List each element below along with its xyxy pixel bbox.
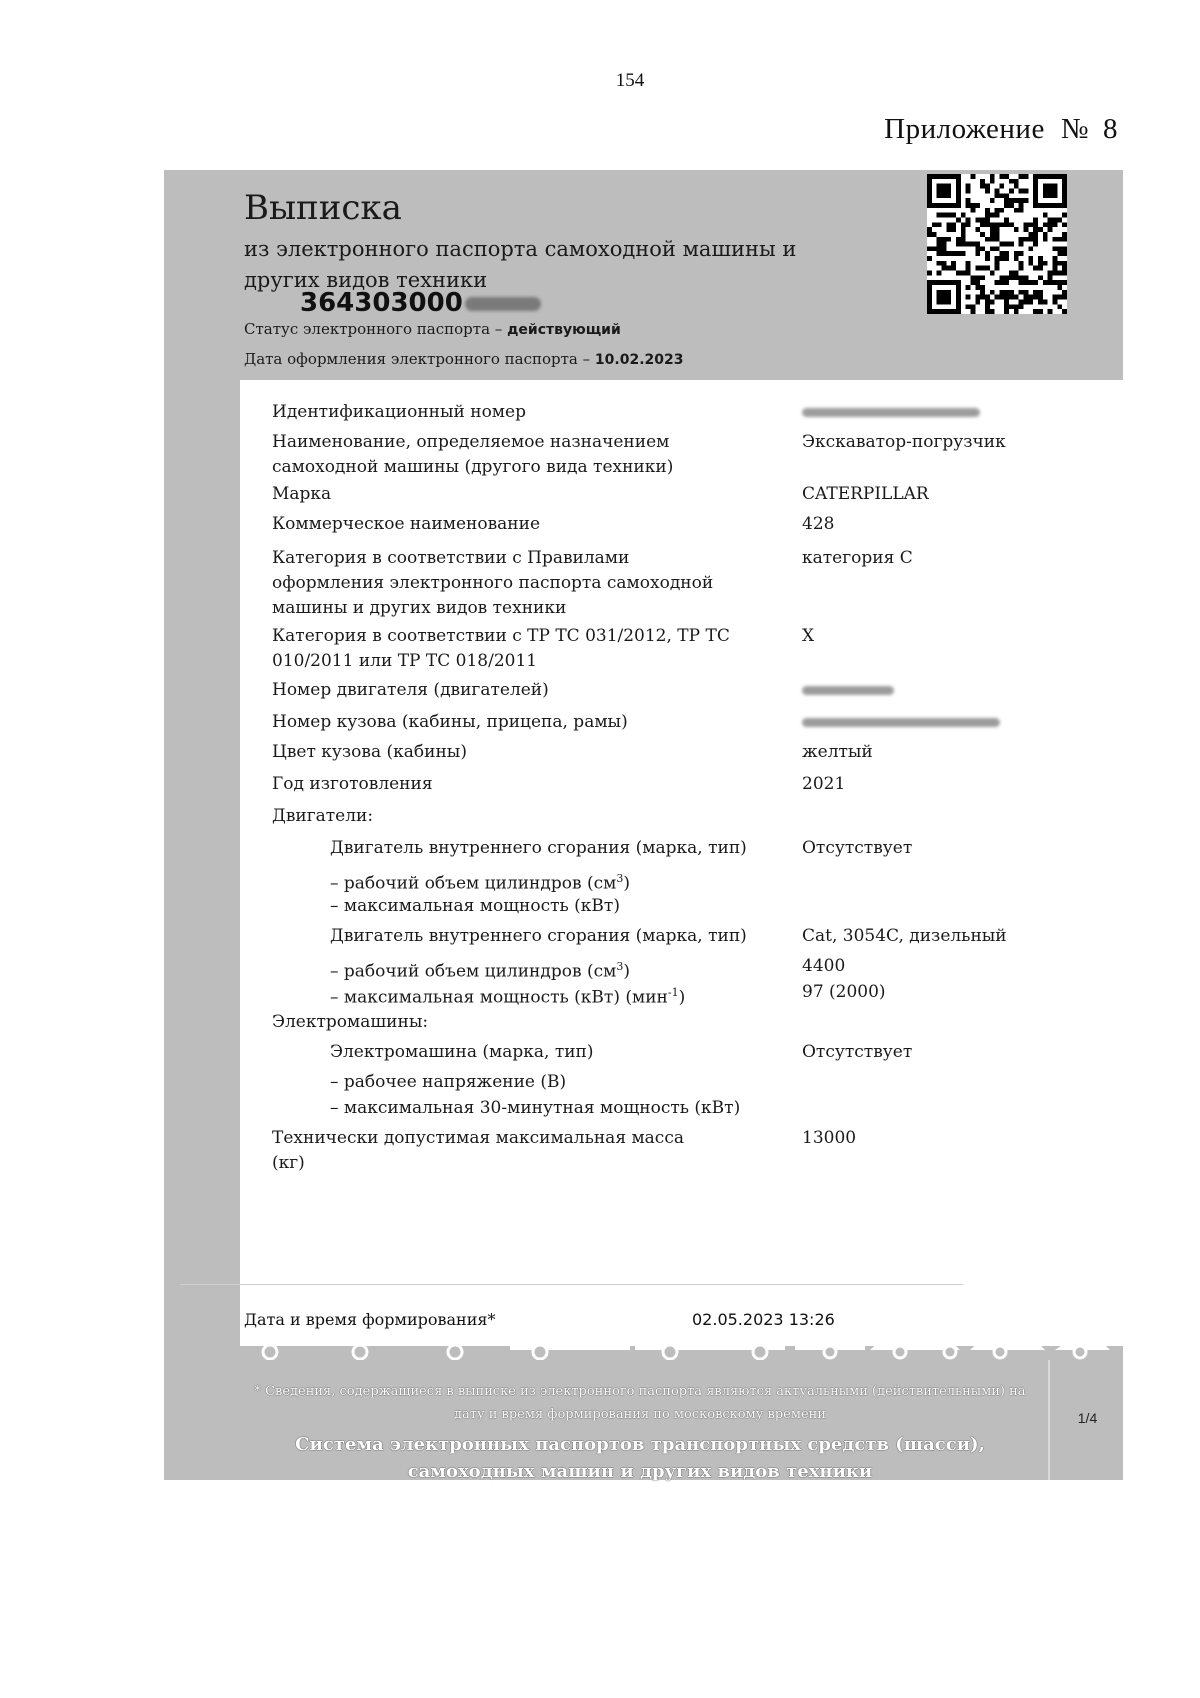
number-sign: №	[1060, 113, 1089, 145]
issue-date-line	[244, 350, 684, 368]
status-label: Статус электронного паспорта –	[244, 320, 503, 338]
table-row	[272, 980, 1092, 1010]
redacted-mark	[802, 686, 894, 695]
row-value: желтый	[802, 742, 873, 762]
row-value	[802, 710, 1102, 735]
row-label: Наименование, определяемое назначением самоходной машины (другого вида техники)	[272, 432, 674, 477]
row-label: Год изготовления	[272, 774, 433, 794]
extract-footer	[240, 1360, 1123, 1480]
row-label: Коммерческое наименование	[272, 514, 540, 534]
footer-system-name: Система электронных паспортов транспортных средств (шасси), самоходных машин и других видов техники	[295, 1434, 985, 1482]
table-row	[272, 1096, 1092, 1126]
row-value	[802, 678, 1102, 703]
page-fraction: 1/4	[1077, 1410, 1098, 1426]
superscript: -1	[667, 986, 679, 999]
extract-header	[164, 170, 1123, 380]
redacted-mark	[802, 718, 1000, 727]
row-label: – рабочий объем цилиндров $(см^3)$	[330, 872, 630, 894]
passport-number	[300, 288, 541, 318]
row-label: – максимальная 30-минутная мощность (кВт)	[330, 1098, 741, 1118]
issue-date-value: 10.02.2023	[594, 352, 684, 368]
row-label: – максимальная мощность (кВт) (мин$^{-1}$)	[330, 986, 686, 1008]
issue-date-label: Дата оформления электронного паспорта –	[244, 350, 591, 368]
appendix-word: Приложение	[884, 113, 1045, 145]
row-label: Идентификационный номер	[272, 402, 526, 422]
left-strip	[164, 380, 240, 1360]
table-row	[272, 836, 1092, 866]
row-label: Электромашина (марка, тип)	[330, 1042, 594, 1062]
row-value: X	[802, 626, 815, 646]
row-value: 428	[802, 514, 835, 534]
table-row	[272, 624, 1092, 678]
row-value: Отсутствует	[802, 838, 913, 858]
section-label-engines: Двигатели:	[272, 806, 374, 826]
section-label-electric: Электромашины:	[272, 1012, 429, 1032]
row-value: 2021	[802, 774, 846, 794]
extract-subtitle: из электронного паспорта самоходной машины и других видов техники	[244, 237, 797, 292]
table-row	[272, 894, 1092, 924]
status-value: действующий	[507, 322, 621, 338]
table-row	[272, 710, 1092, 740]
table-row	[272, 430, 1092, 482]
redacted-mark	[465, 297, 541, 311]
row-value: Отсутствует	[802, 1042, 913, 1062]
extract-body	[240, 380, 1123, 1360]
row-value: 4400	[802, 956, 846, 976]
row-label: Технически допустимая максимальная масса (кг)	[272, 1128, 684, 1173]
qr-code-icon	[924, 174, 1070, 314]
table-row	[272, 482, 1092, 512]
row-label: Категория в соответствии с ТР ТС 031/2012, ТР ТС 010/2011 или ТР ТС 018/2011	[272, 626, 730, 671]
divider	[180, 1284, 963, 1285]
appendix-number: 8	[1103, 113, 1118, 145]
table-row	[272, 1070, 1092, 1096]
row-label: Цвет кузова (кабины)	[272, 742, 467, 762]
table-row	[272, 1010, 1092, 1040]
page-number: 154	[615, 70, 645, 91]
status-line	[244, 320, 621, 338]
passport-extract	[164, 170, 1123, 1480]
row-label: Категория в соответствии с Правилами оформления электронного паспорта самоходной машины и других видов техники	[272, 548, 714, 618]
row-label: – рабочее напряжение (В)	[330, 1072, 567, 1092]
table-row	[272, 772, 1092, 804]
row-value: Экскаватор-погрузчик	[802, 432, 1006, 452]
passport-number-text: 364303000	[300, 288, 463, 318]
table-row	[272, 740, 1092, 772]
table-row	[272, 804, 1092, 836]
row-label: Двигатель внутреннего сгорания (марка, тип)	[330, 926, 747, 946]
row-label: Двигатель внутреннего сгорания (марка, тип)	[330, 838, 747, 858]
row-value: 97 (2000)	[802, 982, 886, 1002]
row-label: – максимальная мощность (кВт)	[330, 896, 620, 916]
row-value: 13000	[802, 1128, 857, 1148]
superscript: 3	[616, 872, 624, 885]
footer-page-box	[1048, 1360, 1125, 1480]
redacted-mark	[802, 408, 980, 417]
formation-value: 02.05.2023 13:26	[692, 1310, 835, 1329]
table-row	[272, 1126, 1092, 1182]
row-label-text: – рабочий объем цилиндров (см	[330, 873, 617, 894]
superscript: 3	[616, 960, 624, 973]
row-value: CATERPILLAR	[802, 484, 929, 504]
row-label: Номер кузова (кабины, прицепа, рамы)	[272, 712, 628, 732]
table-row	[272, 866, 1092, 894]
appendix-label	[884, 113, 1118, 146]
table-row	[272, 512, 1092, 546]
row-value: Cat, 3054C, дизельный	[802, 926, 1007, 946]
footer-note: * Сведения, содержащиеся в выписке из электронного паспорта являются актуальными (действительными) на дату и время формирования по московскому времени	[254, 1384, 1026, 1422]
row-label: Номер двигателя (двигателей)	[272, 680, 549, 700]
row-value	[802, 400, 1102, 425]
formation-label: Дата и время формирования*	[244, 1310, 496, 1329]
table-row	[272, 546, 1092, 624]
row-label: Марка	[272, 484, 332, 504]
row-value: категория C	[802, 548, 913, 568]
table-row	[272, 1040, 1092, 1070]
table-row	[272, 954, 1092, 980]
extract-title: Выписка	[244, 188, 402, 228]
table-row	[272, 678, 1092, 710]
row-label-text: – максимальная мощность (кВт) (мин	[330, 987, 668, 1008]
table-row	[272, 400, 1092, 430]
row-label-text: – рабочий объем цилиндров (см	[330, 961, 617, 982]
row-label: – рабочий объем цилиндров $(см^3)$	[330, 960, 630, 982]
table-row	[272, 924, 1092, 954]
